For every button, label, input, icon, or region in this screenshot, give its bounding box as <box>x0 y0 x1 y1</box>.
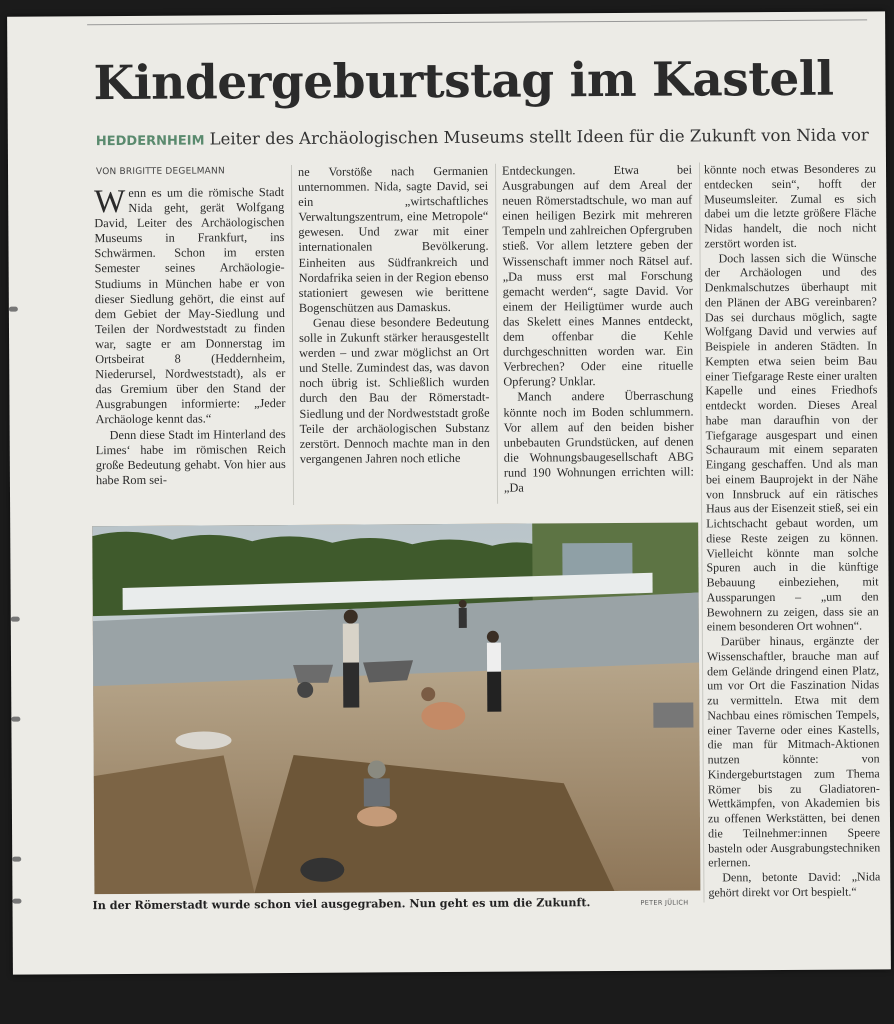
paragraph-text: enn es um die römische Stadt Nida geht, gerät Wolfgang David, Leiter des Archäologischen Museums in Frankfurt, ins Schwärmen. Schon im ersten Semester seines Archäologie-Studiums in München habe er von dieser Siedlung gehört, die einst auf dem Gebiet der May-Siedlung und Teilen der Nordweststadt zu finden war, sagte er am Donnerstag im Ortsbeirat 8 (Heddernheim, Niederursel, Nordweststadt), als er das Gremium über den Stand der Ausgrabungen informierte: „Jeder Archäologe kennt das.“ <box>94 185 286 427</box>
drop-cap: W <box>94 183 126 221</box>
binder-hole <box>12 899 21 904</box>
top-rule <box>87 19 867 25</box>
photo-credit: PETER JÜLICH <box>640 898 689 907</box>
paragraph: Darüber hinaus, ergänzte der Wissenschaftler, brauche man auf dem Gelände dringend einen Platz, um vor Ort die Faszination Nidas zu vermitteln. Etwa mit dem Nachbau eines römischen Tempels, einer Taverne oder eines Kastells, die man für Mitmach-Aktionen nutzen könnte: von Kindergeburtstagen zum Thema Römer bis zu Gladiatoren-Wettkämpfen, von Akademien bis zu offenen Werkstätten, bei denen die Teilnehmer:innen Speere basteln oder Ausgrabungstechniken erlernen. <box>706 633 881 870</box>
column-divider <box>495 164 498 504</box>
binder-hole <box>9 307 18 312</box>
binder-hole <box>11 717 20 722</box>
paragraph: Doch lassen sich die Wünsche der Archäologen und des Denkmalschutzes überhaupt mit den Plänen der ABG vereinbaren? Das sei durchaus möglich, sagte Wolfgang David und verwies auf Beispiele in anderen Städten. In Kempten etwa seien beim Bau einer Tiefgarage Reste einer uralten Kapelle und eines Friedhofs entdeckt worden. Dieses Areal habe man daraufhin von der Tiefgarage ausgespart und einen Schauraum mit einem separaten Eingang geschaffen. Und als man bei einem Bauprojekt in der Nähe von Innsbruck auf ein rätisches Haus aus der Eisenzeit stieß, sei ein Lichtschacht gebaut worden, um diese Reste zeigen zu können. Vielleicht könnte man solche Spuren auch in die künftige Bebauung einbeziehen, mit Aussparungen – „um den Bewohnern zu zeigen, dass sie an einem besonderen Ort wohnen“. <box>704 249 879 634</box>
column-divider <box>291 165 294 505</box>
article-column-2 <box>298 164 490 467</box>
newspaper-clipping <box>7 11 891 974</box>
paragraph: könnte noch etwas Besonderes zu entdecken sein“, hofft der Museumsleiter. Zumal es sich dabei um die letzte größere Fläche Nidas handelt, die noch nicht zerstört worden ist. <box>703 161 877 251</box>
article-column-1 <box>94 185 286 488</box>
paragraph: ne Vorstöße nach Germanien unternommen. Nida, sagte David, sei ein „wirtschaftliches Verwaltungszentrum, eine Metropole“ gewesen. Und zwar mit einer internationalen Bevölkerung. Einheiten aus Südfrankreich und Nordafrika seien in der Region ebenso stationiert gewesen wie berittene Bogenschützen aus Damaskus. <box>297 163 489 315</box>
paragraph <box>94 185 285 428</box>
kicker: HEDDERNHEIM <box>95 133 205 150</box>
paragraph: Manch andere Überraschung könnte noch im Boden schlummern. Vor allem auf den beiden bisher unbebauten Grundstücken, auf denen die Wohnungsbaugesellschaft ABG rund 190 Wohnungen errichten will: „Da <box>503 388 694 495</box>
paragraph: Genau diese besondere Bedeutung solle in Zukunft stärker herausgestellt werden – und zwar möglichst an Ort und Stelle. Zumindest das, was davon noch übrig ist. Schließlich wurden durch den Bau der Römerstadt-Siedlung und der Nordweststadt große Teile der archäologischen Substanz zerstört. Dennoch machte man in den vergangenen Jahren noch etliche <box>299 314 490 466</box>
headline: Kindergeburtstag im Kastell <box>93 51 834 112</box>
byline: VON BRIGITTE DEGELMANN <box>96 166 225 178</box>
binder-hole <box>12 857 21 862</box>
article-column-3 <box>502 163 694 496</box>
article-column-4 <box>704 161 881 900</box>
subtitle: Leiter des Archäologischen Museums stellt Ideen für die Zukunft von Nida vor <box>209 125 869 149</box>
paragraph: Entdeckungen. Etwa bei Ausgrabungen auf dem Areal der neuen Römerstadtschule, wo man auf einen heiligen Bezirk mit mehreren Tempeln und zahlreichen Opfergruben stieß. Vor allem letztere geben der Wissenschaft immer noch Rätsel auf. „Da muss erst mal Forschung gemacht werden“, sagte David. Vor einem der Heiligtümer wurde auch das Skelett eines Mannes entdeckt, dem offenbar die Kehle durchgeschnitten worden war. Ein Verbrechen? Oder eine rituelle Opferung? Unklar. <box>501 162 694 389</box>
excavation-photo <box>92 522 700 894</box>
paragraph: Denn, betonte David: „Nida gehört direkt vor Ort bespielt.“ <box>708 869 881 900</box>
binder-hole <box>11 617 20 622</box>
subheadline <box>96 125 886 149</box>
paragraph: Denn diese Stadt im Hinterland des Limes‘ habe im römischen Reich große Bedeutung gehabt. Von hier aus habe Rom sei- <box>95 426 286 487</box>
photo-caption: In der Römerstadt wurde schon viel ausgegraben. Nun geht es um die Zukunft. <box>92 895 591 913</box>
